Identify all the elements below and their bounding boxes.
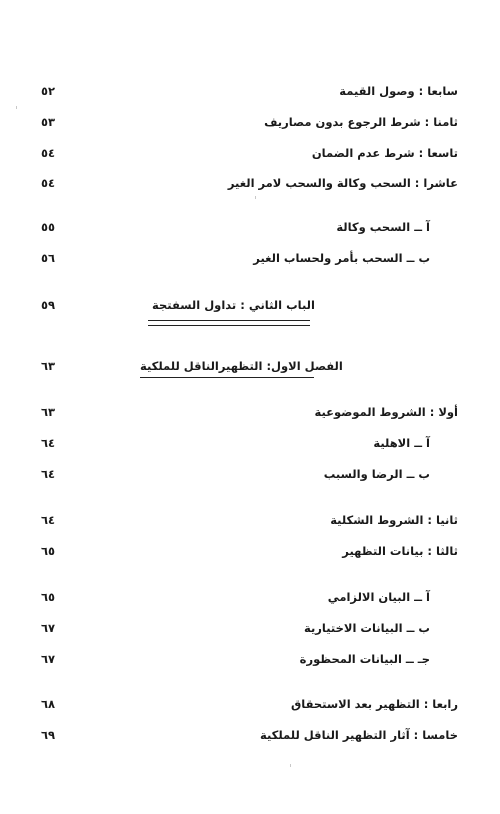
part-title-double-underline xyxy=(148,320,310,326)
toc-entry-text: ثالثا : بيانات التظهير xyxy=(342,544,458,558)
toc-subentry xyxy=(0,587,500,609)
toc-page-number: ٦٧ xyxy=(41,621,56,635)
toc-entry xyxy=(0,725,500,747)
toc-entry xyxy=(0,173,500,195)
toc-entry-text: سابعا : وصول القيمة xyxy=(339,84,458,98)
toc-entry-text: ب ــ السحب بأمر ولحساب الغير xyxy=(253,251,430,265)
toc-page-number: ٦٩ xyxy=(41,728,56,742)
toc-subentry xyxy=(0,649,500,671)
toc-subentry xyxy=(0,618,500,640)
toc-chapter-heading xyxy=(0,356,500,378)
toc-entry xyxy=(0,510,500,532)
toc-page-number: ٥٣ xyxy=(41,115,56,129)
toc-subentry xyxy=(0,464,500,486)
toc-entry xyxy=(0,81,500,103)
chapter-title-underline xyxy=(140,377,314,378)
toc-page-number: ٦٧ xyxy=(41,652,56,666)
toc-entry xyxy=(0,112,500,134)
toc-entry xyxy=(0,694,500,716)
toc-page-number: ٥٤ xyxy=(41,146,56,160)
toc-entry-text: ثامنا : شرط الرجوع بدون مصاريف xyxy=(264,115,458,129)
chapter-title: الفصل الاول: التظهيرالناقل للملكية xyxy=(140,359,343,373)
toc-entry xyxy=(0,143,500,165)
toc-page-number: ٦٤ xyxy=(41,513,56,527)
toc-page-number: ٦٥ xyxy=(41,544,56,558)
toc-page-number: ٥٩ xyxy=(41,298,56,312)
toc-subentry xyxy=(0,248,500,270)
scan-speck xyxy=(290,764,291,767)
toc-page-number: ٦٨ xyxy=(41,697,56,711)
toc-entry-text: عاشرا : السحب وكالة والسحب لامر الغير xyxy=(227,176,458,190)
toc-page-number: ٥٦ xyxy=(41,251,56,265)
toc-entry-text: رابعا : التظهير بعد الاستحقاق xyxy=(290,697,458,711)
toc-page-number: ٦٣ xyxy=(41,359,56,373)
toc-entry-text: آ ــ الاهلية xyxy=(373,436,430,450)
toc-entry-text: تاسعا : شرط عدم الضمان xyxy=(311,146,458,160)
toc-entry-text: أولا : الشروط الموضوعية xyxy=(314,405,458,419)
toc-page-number: ٥٥ xyxy=(41,220,56,234)
toc-entry-text: ب ــ البيانات الاختيارية xyxy=(303,621,430,635)
toc-page-number: ٦٤ xyxy=(41,436,56,450)
toc-entry-text: آ ــ البيان الالزامي xyxy=(327,590,430,604)
toc-page-number: ٥٤ xyxy=(41,176,56,190)
toc-entry-text: ب ــ الرضا والسبب xyxy=(323,467,430,481)
toc-subentry xyxy=(0,433,500,455)
scan-speck xyxy=(16,106,17,109)
toc-page-number: ٦٥ xyxy=(41,590,56,604)
toc-entry-text: خامسا : آثار التظهير الناقل للملكية xyxy=(260,728,458,742)
toc-subentry xyxy=(0,217,500,239)
toc-entry-text: جـ ــ البيانات المحظورة xyxy=(299,652,430,666)
toc-entry xyxy=(0,402,500,424)
scan-speck xyxy=(255,196,256,199)
toc-entry-text: آ ــ السحب وكالة xyxy=(336,220,430,234)
toc-part-heading xyxy=(0,295,500,317)
toc-page-number: ٦٣ xyxy=(41,405,56,419)
toc-page-number: ٦٤ xyxy=(41,467,56,481)
toc-page-number: ٥٢ xyxy=(41,84,56,98)
toc-entry xyxy=(0,541,500,563)
toc-entry-text: ثانيا : الشروط الشكلية xyxy=(330,513,458,527)
part-title: الباب الثاني : تداول السفتجة xyxy=(152,298,315,312)
